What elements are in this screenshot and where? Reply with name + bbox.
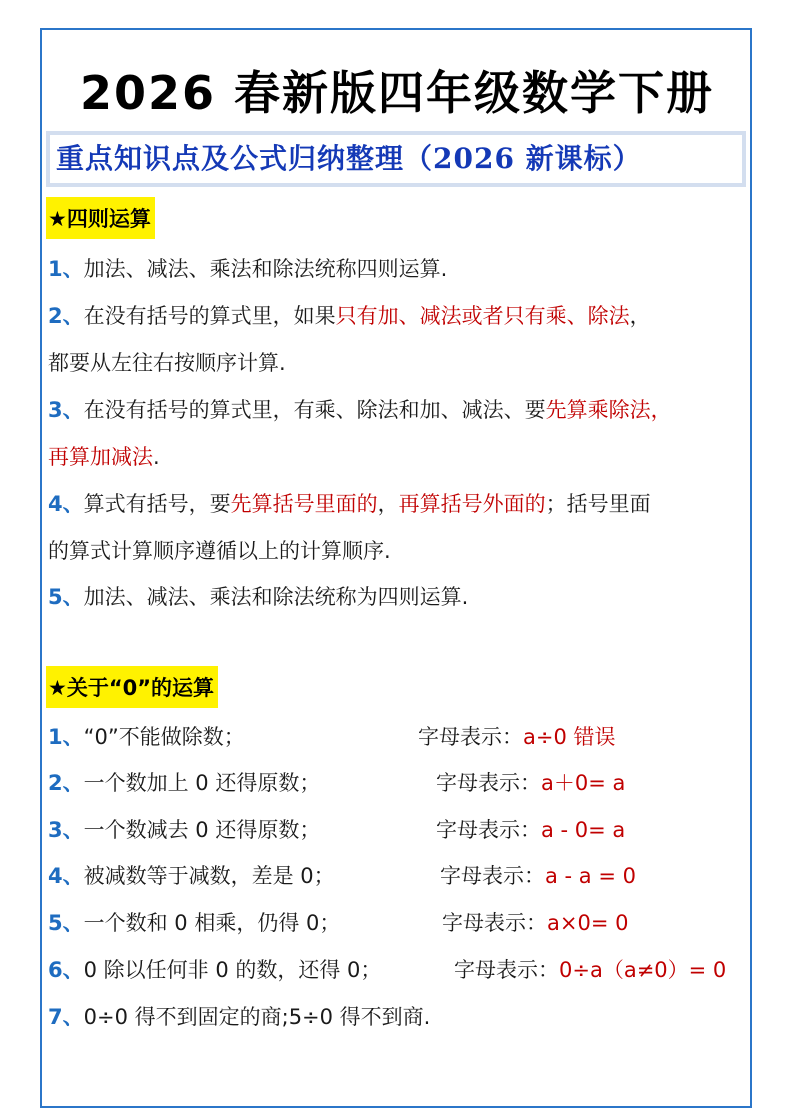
item-text: 算式有括号，要 xyxy=(83,492,231,516)
item-text: 加法、减法、乘法和除法统称为四则运算. xyxy=(83,585,469,609)
list-item-continuation xyxy=(48,348,750,378)
formula-label: 字母表示： xyxy=(436,771,541,795)
item-number: 7、 xyxy=(48,1005,84,1029)
formula-label: 字母表示： xyxy=(454,958,559,982)
item-text: 在没有括号的算式里，如果 xyxy=(83,304,336,328)
formula xyxy=(454,955,726,985)
section-heading-four-operations: ★四则运算 xyxy=(46,197,155,239)
item-number: 3、 xyxy=(48,398,84,422)
item-number: 2、 xyxy=(48,304,84,328)
item-text: “0”不能做除数； xyxy=(83,725,245,749)
list-item xyxy=(48,815,750,845)
item-text: ， xyxy=(377,492,399,516)
list-item xyxy=(48,395,750,425)
item-highlight: 先算括号里面的 xyxy=(230,492,378,516)
formula xyxy=(442,908,628,938)
list-item xyxy=(48,582,750,612)
list-item-continuation xyxy=(48,536,750,566)
item-text: 的算式计算顺序遵循以上的计算顺序. xyxy=(48,539,391,563)
item-text: 都要从左往右按顺序计算. xyxy=(48,351,286,375)
section-heading-zero-operations: ★关于“0”的运算 xyxy=(46,666,218,708)
item-highlight: 再算括号外面的 xyxy=(398,492,546,516)
formula xyxy=(440,861,636,891)
list-item xyxy=(48,1002,750,1032)
item-text: 一个数减去 0 还得原数； xyxy=(83,818,321,842)
item-text: ；括号里面 xyxy=(545,492,651,516)
formula xyxy=(418,722,616,752)
list-item xyxy=(48,301,750,331)
item-highlight: 再算加减法 xyxy=(48,445,153,469)
list-item-continuation xyxy=(48,442,750,472)
page-subtitle: 重点知识点及公式归纳整理（2026 新课标） xyxy=(56,142,642,175)
formula-value: 0÷a（a≠0）= 0 xyxy=(559,958,727,982)
item-number: 2、 xyxy=(48,771,84,795)
formula-label: 字母表示： xyxy=(442,911,547,935)
list-item xyxy=(48,254,750,284)
formula xyxy=(436,768,625,798)
page-title: 2026 春新版四年级数学下册 xyxy=(79,66,715,120)
item-text: 在没有括号的算式里，有乘、除法和加、减法、要 xyxy=(83,398,546,422)
formula-value: a＋0= a xyxy=(541,771,626,795)
formula-label: 字母表示： xyxy=(436,818,541,842)
list-item xyxy=(48,908,750,938)
list-item xyxy=(48,861,750,891)
item-text: . xyxy=(153,445,160,469)
item-number: 4、 xyxy=(48,864,84,888)
item-number: 3、 xyxy=(48,818,84,842)
subtitle-box xyxy=(46,131,746,187)
item-text: ， xyxy=(629,304,651,328)
item-text: 0 除以任何非 0 的数，还得 0； xyxy=(83,958,382,982)
formula-value: a - 0= a xyxy=(541,818,626,842)
list-item xyxy=(48,489,750,519)
item-number: 6、 xyxy=(48,958,84,982)
list-item xyxy=(48,768,750,798)
formula-value: a÷0 错误 xyxy=(523,725,616,749)
item-number: 5、 xyxy=(48,911,84,935)
page-frame xyxy=(40,28,752,1108)
item-number: 4、 xyxy=(48,492,84,516)
list-item xyxy=(48,722,750,752)
item-text: 一个数和 0 相乘，仍得 0； xyxy=(83,911,341,935)
formula-value: a - a = 0 xyxy=(545,864,636,888)
item-text: 0÷0 得不到固定的商;5÷0 得不到商. xyxy=(83,1005,431,1029)
formula-label: 字母表示： xyxy=(418,725,523,749)
item-highlight: 只有加、减法或者只有乘、除法 xyxy=(335,304,630,328)
item-number: 5、 xyxy=(48,585,84,609)
item-highlight: 先算乘除法， xyxy=(545,398,672,422)
item-number: 1、 xyxy=(48,725,84,749)
item-number: 1、 xyxy=(48,257,84,281)
formula-value: a×0= 0 xyxy=(547,911,629,935)
formula xyxy=(436,815,625,845)
item-text: 一个数加上 0 还得原数； xyxy=(83,771,321,795)
formula-label: 字母表示： xyxy=(440,864,545,888)
item-text: 加法、减法、乘法和除法统称四则运算. xyxy=(83,257,448,281)
item-text: 被减数等于减数，差是 0； xyxy=(83,864,335,888)
